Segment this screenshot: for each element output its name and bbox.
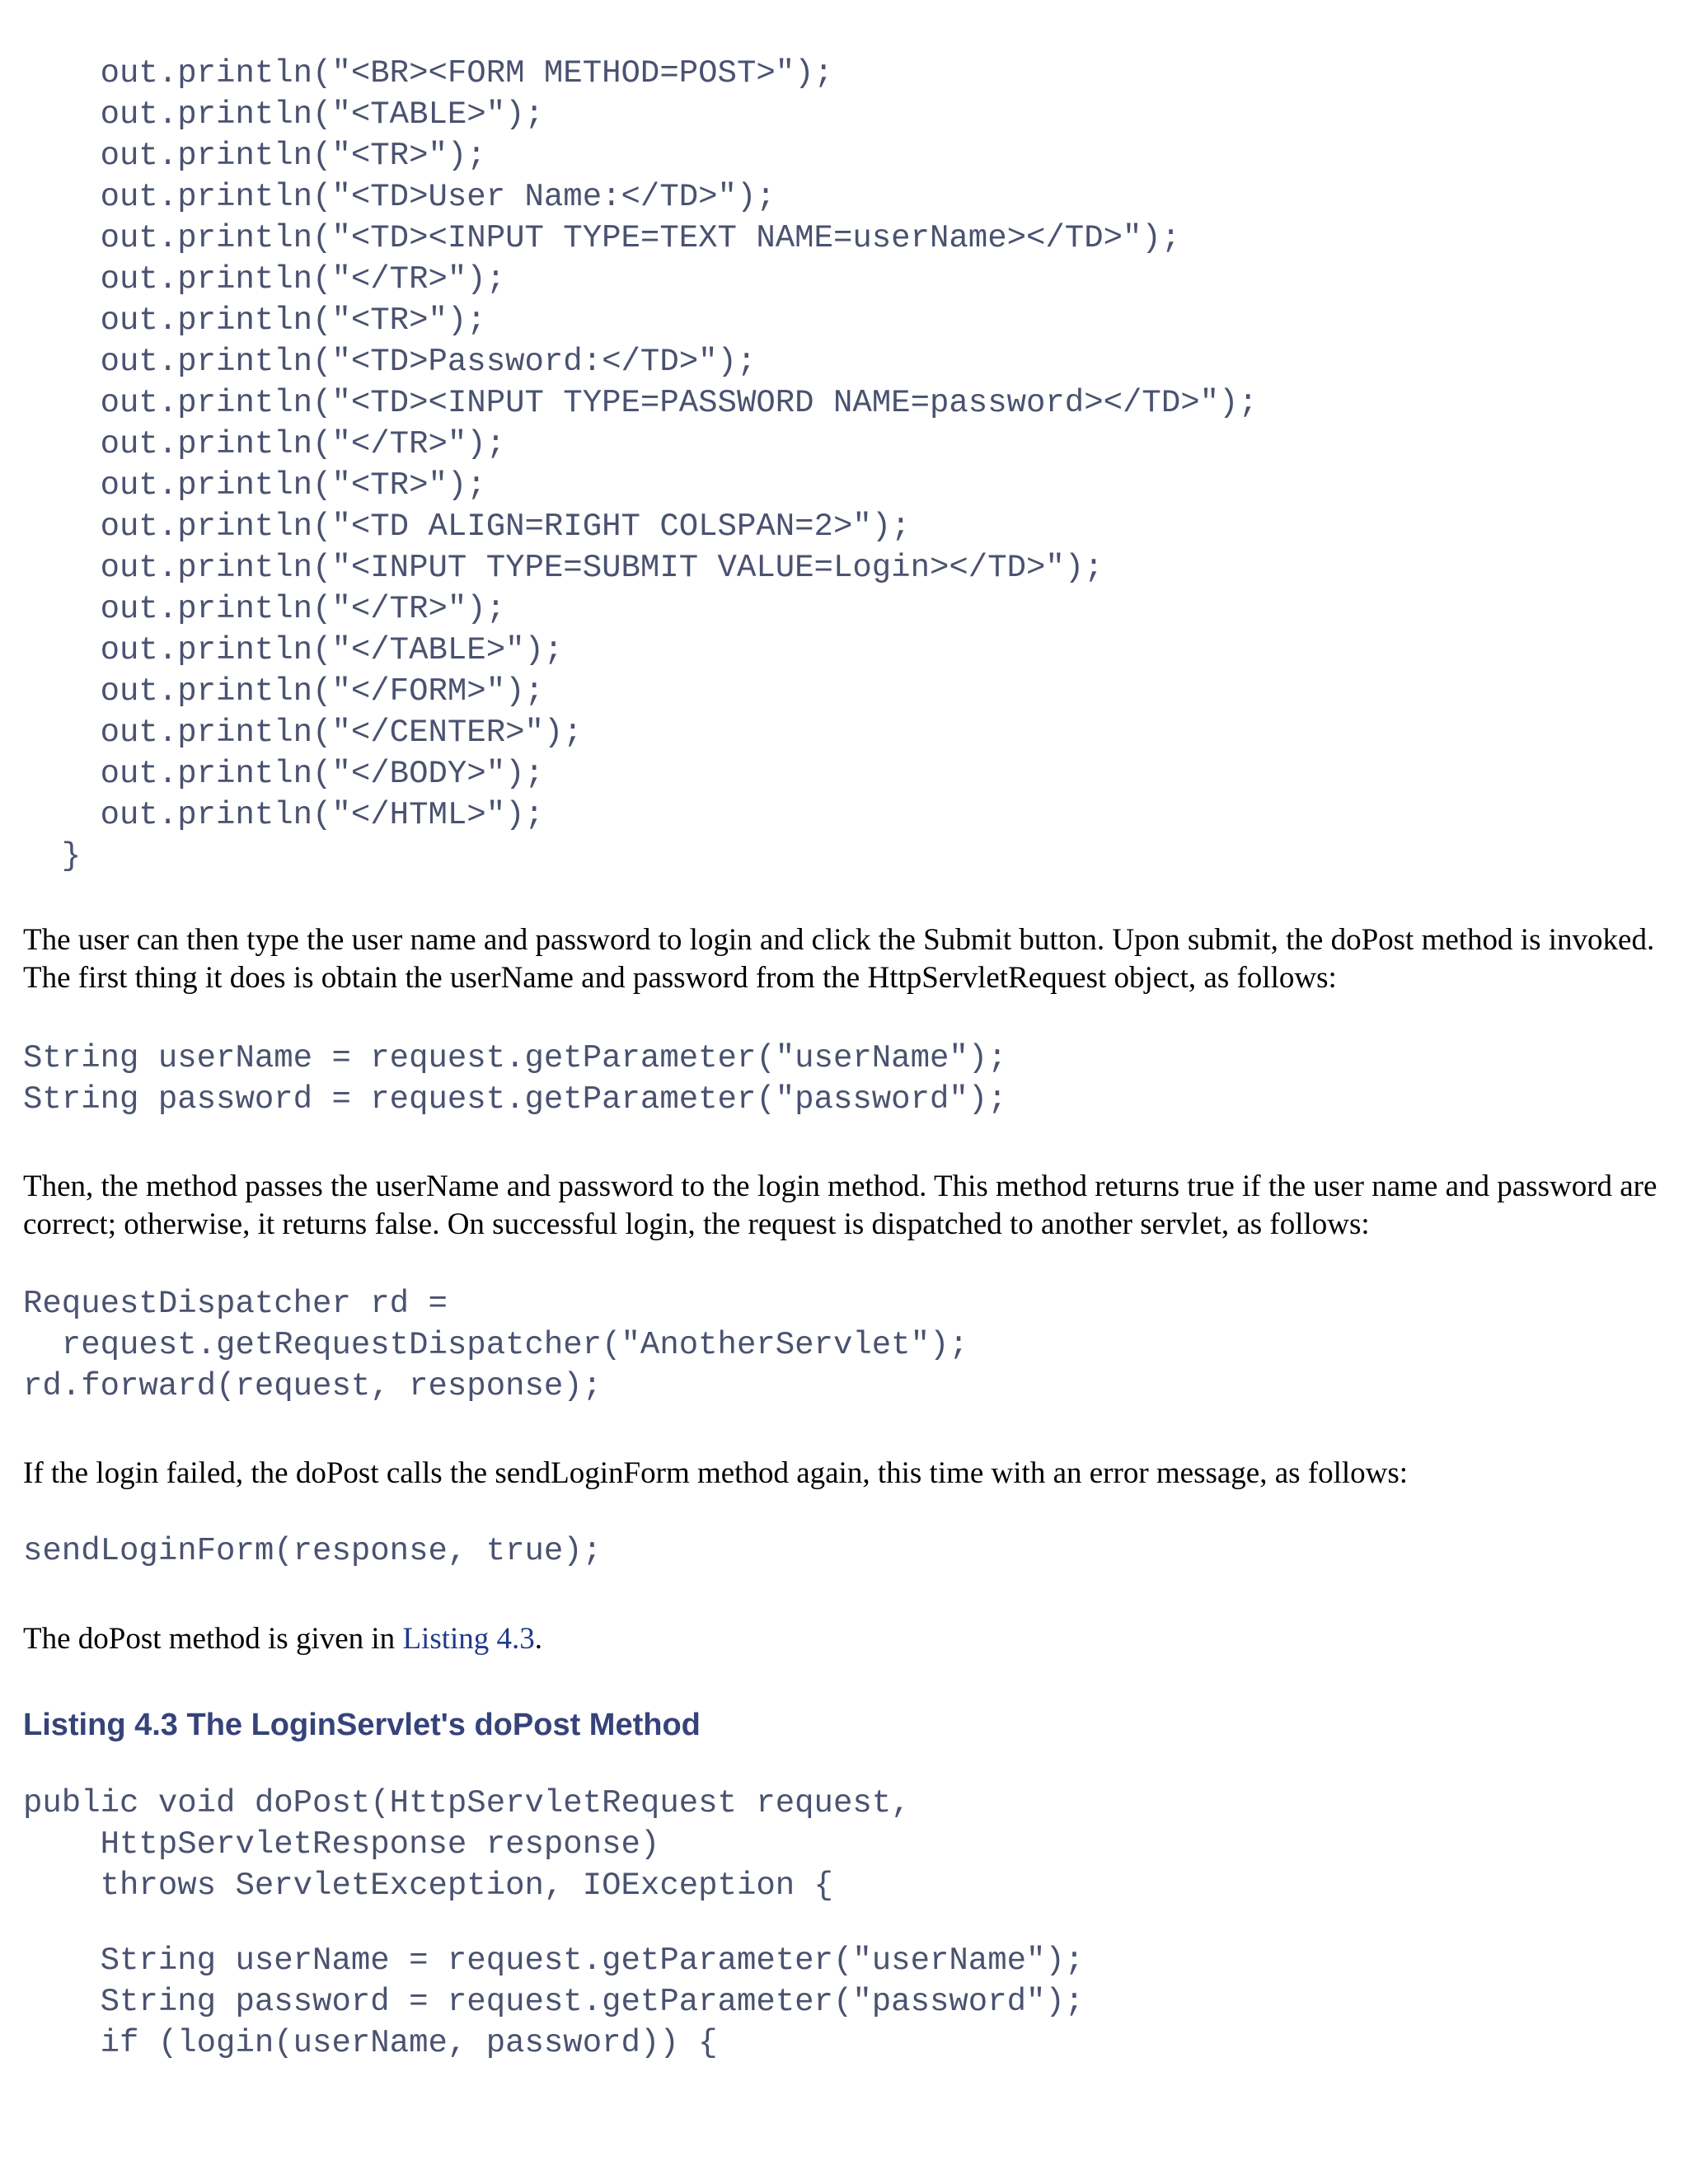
paragraph-text: The doPost method is given in [23, 1622, 403, 1656]
paragraph-listing-reference [23, 1620, 1663, 1658]
listing-4-3-link[interactable]: Listing 4.3 [402, 1622, 535, 1656]
paragraph-text: . [534, 1622, 543, 1656]
code-line: out.println("<TR>"); [23, 302, 486, 339]
code-line: out.println("<INPUT TYPE=SUBMIT VALUE=Login></TD>"); [23, 550, 1104, 586]
code-line: request.getRequestDispatcher("AnotherServlet"); [23, 1327, 968, 1363]
code-line: out.println("<TD><INPUT TYPE=TEXT NAME=userName></TD>"); [23, 220, 1181, 256]
listing-heading: Listing 4.3 The LoginServlet's doPost Method [23, 1708, 701, 1742]
code-line: String userName = request.getParameter("userName"); [23, 1943, 1085, 1979]
code-line: if (login(userName, password)) { [23, 2025, 718, 2061]
code-line: rd.forward(request, response); [23, 1368, 603, 1404]
code-line: out.println("</CENTER>"); [23, 715, 583, 751]
code-line: String password = request.getParameter("password"); [23, 1081, 1007, 1118]
code-line: out.println("</HTML>"); [23, 797, 544, 833]
code-block-get-parameters [23, 1038, 1007, 1120]
code-line: sendLoginForm(response, true); [23, 1533, 603, 1569]
code-line: out.println("<TD><INPUT TYPE=PASSWORD NAME=password></TD>"); [23, 385, 1258, 421]
code-line: out.println("<TABLE>"); [23, 96, 544, 133]
code-line: out.println("<TD>Password:</TD>"); [23, 344, 757, 380]
code-block-dopost-body [23, 1940, 1084, 2064]
code-line: out.println("<BR><FORM METHOD=POST>"); [23, 55, 833, 91]
code-line: } [23, 838, 82, 874]
code-block-form-output [23, 53, 1258, 877]
code-block-dopost-signature [23, 1783, 911, 1906]
code-block-request-dispatcher [23, 1283, 968, 1407]
code-line: out.println("<TD ALIGN=RIGHT COLSPAN=2>"); [23, 509, 911, 545]
code-line: out.println("</TABLE>"); [23, 632, 564, 668]
code-line: out.println("<TR>"); [23, 138, 486, 174]
code-line: RequestDispatcher rd = [23, 1286, 448, 1322]
code-line: String userName = request.getParameter("userName"); [23, 1040, 1007, 1076]
paragraph-login-failed: If the login failed, the doPost calls the sendLoginForm method again, this time with an error message, as follows: [23, 1456, 1409, 1490]
code-line: throws ServletException, IOException { [23, 1868, 833, 1904]
code-line: HttpServletResponse response) [23, 1826, 660, 1863]
code-block-send-login-form [23, 1530, 602, 1572]
code-line: public void doPost(HttpServletRequest request, [23, 1785, 911, 1821]
paragraph-submit-explanation: The user can then type the user name and password to login and click the Submit button. Upon submit, the doPost method is invoked. The first thing it does is obtain the userName and password from the HttpServletRequest object, as follows: [23, 923, 1655, 995]
code-line: out.println("<TR>"); [23, 467, 486, 504]
code-line: String password = request.getParameter("password"); [23, 1984, 1085, 2020]
code-line: out.println("<TD>User Name:</TD>"); [23, 179, 776, 215]
code-line: out.println("</TR>"); [23, 591, 506, 627]
code-line: out.println("</BODY>"); [23, 756, 544, 792]
paragraph-login-dispatch: Then, the method passes the userName and password to the login method. This method returns true if the user name and password are correct; otherwise, it returns false. On successful login, the request is dispatched to another servlet, as follows: [23, 1169, 1658, 1241]
code-line: out.println("</TR>"); [23, 261, 506, 298]
code-line: out.println("</FORM>"); [23, 673, 544, 710]
code-line: out.println("</TR>"); [23, 426, 506, 462]
